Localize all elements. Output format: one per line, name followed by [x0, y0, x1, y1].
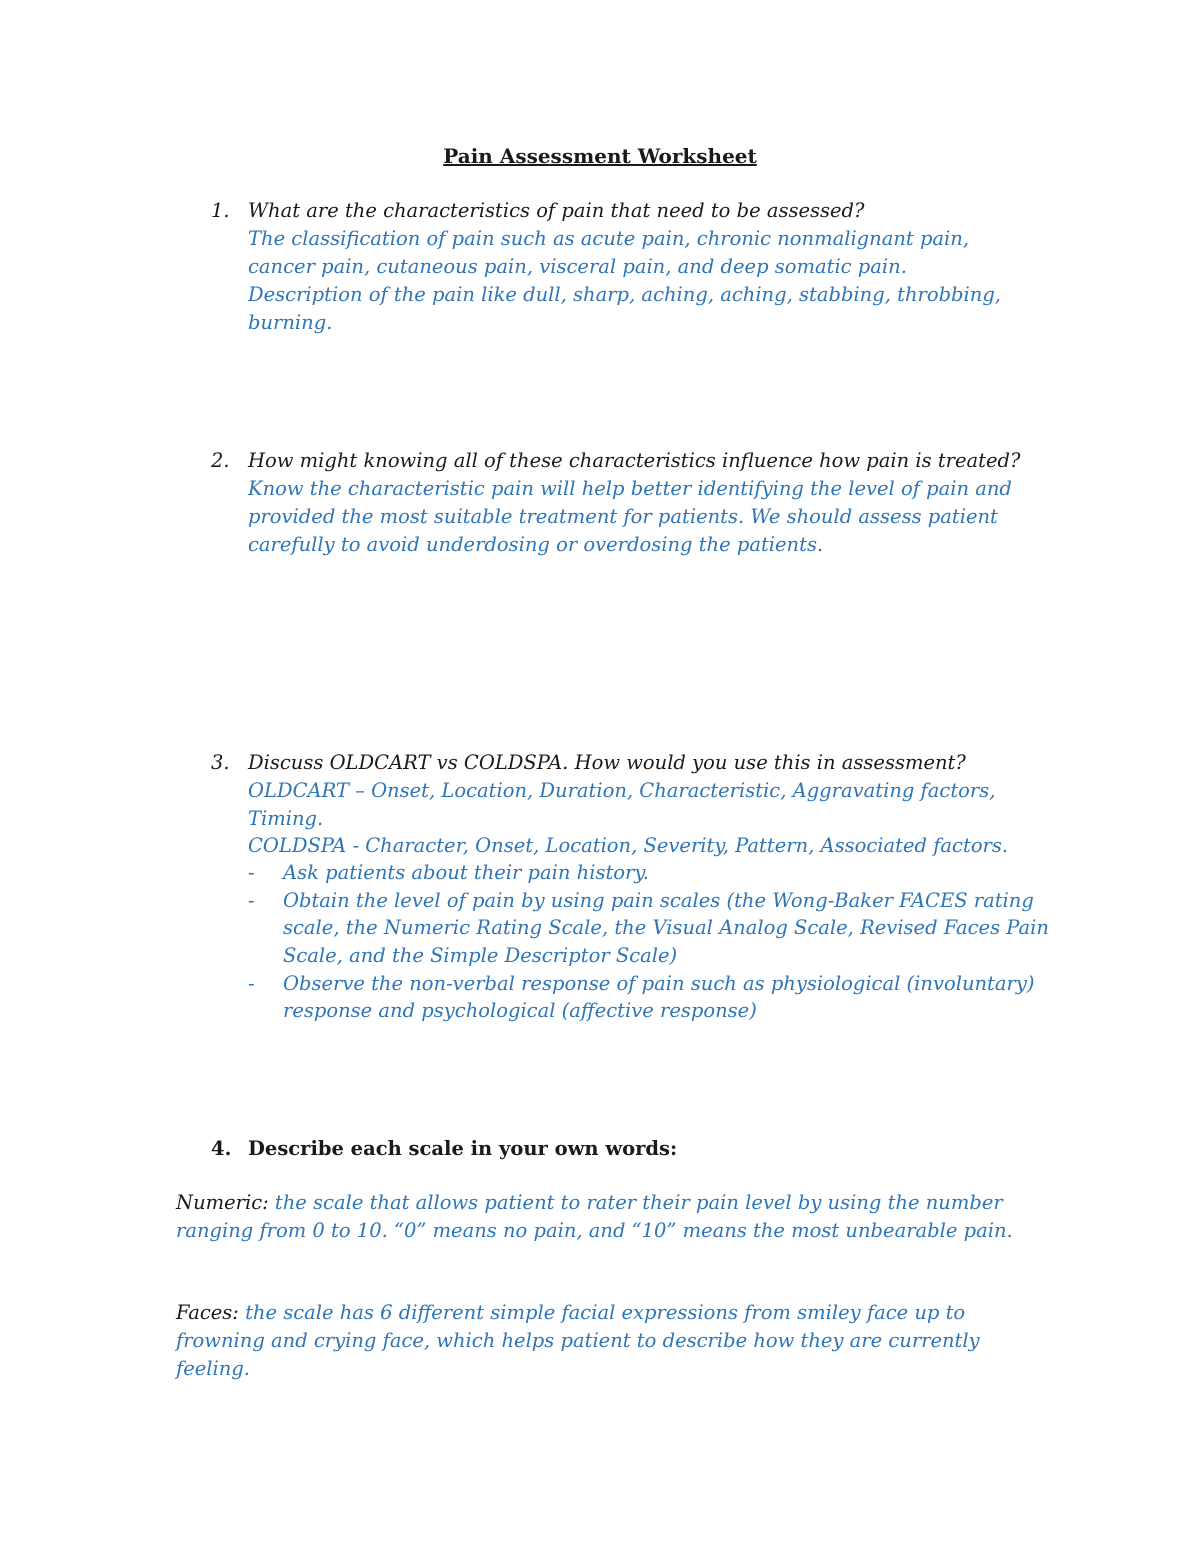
- q3-answer-line: Timing.: [248, 807, 324, 830]
- q2-answer-line: Know the characteristic pain will help better identifying the level of pain and: [248, 477, 1012, 500]
- q1-answer-line: burning.: [248, 311, 333, 334]
- q3-bullet-line: Scale, and the Simple Descriptor Scale): [283, 944, 678, 967]
- q3-answer-line: COLDSPA - Character, Onset, Location, Severity, Pattern, Associated factors.: [248, 834, 1009, 857]
- faces-answer: the scale has 6 different simple facial expressions from smiley face up to: [238, 1301, 966, 1324]
- q3-answer-line: OLDCART – Onset, Location, Duration, Characteristic, Aggravating factors,: [248, 779, 996, 802]
- q4-question: Describe each scale in your own words:: [248, 1137, 678, 1160]
- bullet-dash: -: [248, 861, 255, 884]
- bullet-dash: -: [248, 889, 255, 912]
- q2-question: How might knowing all of these characteristics influence how pain is treated?: [248, 449, 1021, 472]
- faces-answer-line: frowning and crying face, which helps patient to describe how they are currently: [176, 1329, 980, 1352]
- numeric-answer-line: ranging from 0 to 10. “0” means no pain, and “10” means the most unbearable pain.: [176, 1219, 1013, 1242]
- faces-answer-line: feeling.: [176, 1357, 251, 1380]
- q2-answer-line: provided the most suitable treatment for patients. We should assess patient: [248, 505, 998, 528]
- q3-bullet-line: Observe the non-verbal response of pain such as physiological (involuntary): [283, 972, 1035, 995]
- faces-line: [176, 1299, 965, 1327]
- q3-question: Discuss OLDCART vs COLDSPA. How would you use this in assessment?: [248, 751, 966, 774]
- bullet-dash: -: [248, 972, 255, 995]
- q3-bullet-line: Obtain the level of pain by using pain scales (the Wong-Baker FACES rating: [283, 889, 1034, 912]
- q1-number: 1.: [211, 199, 230, 222]
- q3-bullet-line: scale, the Numeric Rating Scale, the Visual Analog Scale, Revised Faces Pain: [283, 916, 1049, 939]
- q1-question: What are the characteristics of pain that need to be assessed?: [248, 199, 865, 222]
- q3-number: 3.: [211, 751, 230, 774]
- q2-answer-line: carefully to avoid underdosing or overdosing the patients.: [248, 533, 824, 556]
- q1-answer-line: cancer pain, cutaneous pain, visceral pain, and deep somatic pain.: [248, 255, 907, 278]
- numeric-answer: the scale that allows patient to rater their pain level by using the number: [268, 1191, 1003, 1214]
- q2-number: 2.: [211, 449, 230, 472]
- page-title: Pain Assessment Worksheet: [443, 144, 757, 168]
- numeric-label: Numeric:: [176, 1191, 269, 1214]
- faces-label: Faces:: [176, 1301, 239, 1324]
- q3-bullet-line: Ask patients about their pain history.: [283, 861, 649, 884]
- q3-bullet-line: response and psychological (affective response): [283, 999, 757, 1022]
- q1-answer-line: The classification of pain such as acute pain, chronic nonmalignant pain,: [248, 227, 970, 250]
- q1-answer-line: Description of the pain like dull, sharp, aching, aching, stabbing, throbbing,: [248, 283, 1002, 306]
- numeric-line: [176, 1189, 1003, 1217]
- q4-number: 4.: [211, 1137, 232, 1160]
